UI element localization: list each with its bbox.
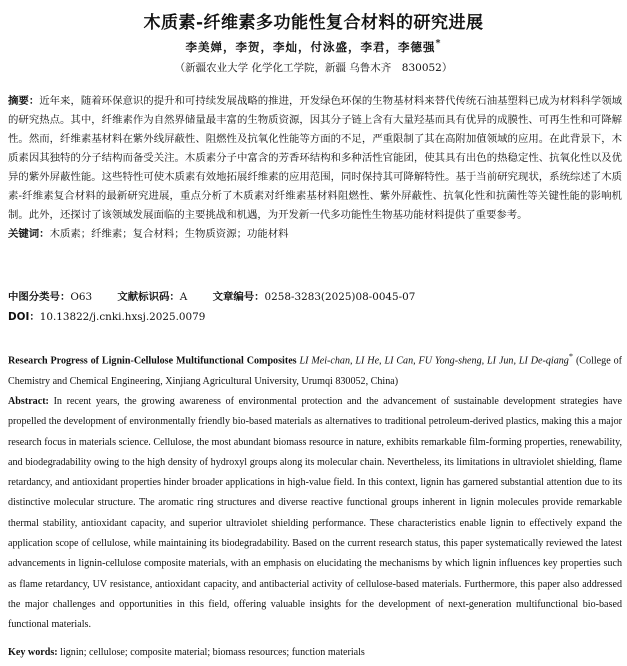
chinese-author-names: 李美婵，李贺，李灿，付泳盛，李君，李德强	[185, 39, 436, 54]
chinese-abstract-section	[8, 92, 622, 244]
chinese-keywords-label: 关键词：	[8, 228, 50, 240]
article-number-value: 0258-3283(2025)08-0045-07	[264, 291, 416, 303]
corresponding-author-mark: *	[435, 38, 442, 49]
english-abstract	[8, 392, 622, 636]
english-affiliation: (College of Chemistry and Chemical Engineering, Xinjiang Agricultural University, Urumqi 830052, China)	[8, 355, 622, 387]
english-keywords-label: Key words:	[8, 647, 58, 658]
chinese-keywords	[8, 225, 622, 244]
document-code-value: A	[179, 291, 188, 303]
english-abstract-label: Abstract:	[8, 395, 49, 407]
chinese-authors	[0, 38, 627, 55]
english-authors: LI Mei-chan, LI He, LI Can, FU Yong-sheng, LI Jun, LI De-qiang	[299, 355, 569, 367]
english-corresponding-mark: *	[568, 352, 574, 361]
chinese-keywords-text: 木质素；纤维素；复合材料；生物质资源；功能材料	[49, 228, 289, 240]
chinese-abstract-text: 近年来，随着环保意识的提升和可持续发展战略的推进，开发绿色环保的生物基材料来替代传统石油基塑料已成为材料科学领域的研究热点。其中，纤维素作为自然界储量最丰富的生物质资源，因其分子链上含有大量羟基而具有优异的成膜性、可再生性和可降解性。然而，纤维素基材料在紫外线屏蔽性、阻燃性及抗氧化性能等方面的不足，严重限制了其在高附加值领域的应用。在此背景下，木质素因其独特的分子结构而备受关注。木质素分子中富含的芳香环结构和多种活性官能团，使其具有出色的热稳定性、抗氧化性以及优异的紫外屏蔽性能。这些特性可使木质素有效地拓展纤维素的应用范围，同时保持其可降解特性。基于当前研究现状，系统综述了木质素-纤维素复合材料的最新研究进展，重点分析了木质素对纤维素基材料阻燃性、紫外屏蔽性、抗氧化性和抗菌性等关键性能的影响机制。此外，还探讨了该领域发展面临的主要挑战和机遇，为开发新一代多功能性生物基功能材料提供了重要参考。	[8, 95, 623, 221]
document-code-label: 文献标识码：	[117, 291, 180, 303]
doi-label: DOI：	[8, 311, 40, 323]
english-abstract-section	[8, 347, 622, 636]
chinese-abstract	[8, 92, 622, 225]
english-title: Research Progress of Lignin-Cellulose Multifunctional Composites	[8, 355, 297, 367]
english-keywords	[8, 647, 622, 658]
english-abstract-text: In recent years, the growing awareness of environmental protection and the advancement of sustainable development strategies have propelled the development of environmentally friendly bio-based materials as alternatives to traditional petroleum-derived plastics, making this a major research focus in materials science. Cellulose, the most abundant biomass resource in nature, exhibits remarkable film-forming properties, renewability, and biodegradability owing to the high density of hydroxyl groups along its molecular chain. Nevertheless, its limitations in ultraviolet shielding, flame retardancy, and antioxidant properties hinder broader applications in high-value field. In this context, lignin has garnered substantial attention due to its distinctive molecular structure. The aromatic ring structures and diverse reactive functional groups inherent in lignin molecules provide remarkable thermal stability, antioxidant capacity, and superior ultraviolet shielding performance. These characteristics enable lignin to effectively expand the application scope of cellulose, while maintaining its biodegradability. Based on the current research status, this paper systematically reviewed the latest advancements in lignin-cellulose composite materials, with an emphasis on elucidating the mechanisms by which lignin influences key properties such as flame retardancy, UV resistance, antioxidant capacity, and antibacterial activity of cellulose-based materials. Furthermore, this paper also addressed the major challenges and opportunities in this field, offering valuable insights for the development of next-generation multifunctional bio-based functional materials.	[8, 395, 622, 631]
chinese-title: 木质素-纤维素多功能性复合材料的研究进展	[143, 13, 484, 33]
article-number-label: 文章编号：	[212, 291, 265, 303]
chinese-affiliation: （新疆农业大学 化学化工学院，新疆 乌鲁木齐 830052）	[174, 62, 453, 74]
doi-value: 10.13822/j.cnki.hxsj.2025.0079	[39, 311, 206, 323]
clc-label: 中图分类号：	[8, 291, 71, 303]
chinese-abstract-label: 摘要：	[8, 95, 40, 107]
english-header	[8, 347, 622, 392]
classification-row	[8, 288, 437, 303]
doi-row	[8, 308, 205, 323]
clc-value: O63	[70, 291, 93, 303]
english-keywords-text: lignin; cellulose; composite material; biomass resources; function materials	[60, 647, 365, 658]
